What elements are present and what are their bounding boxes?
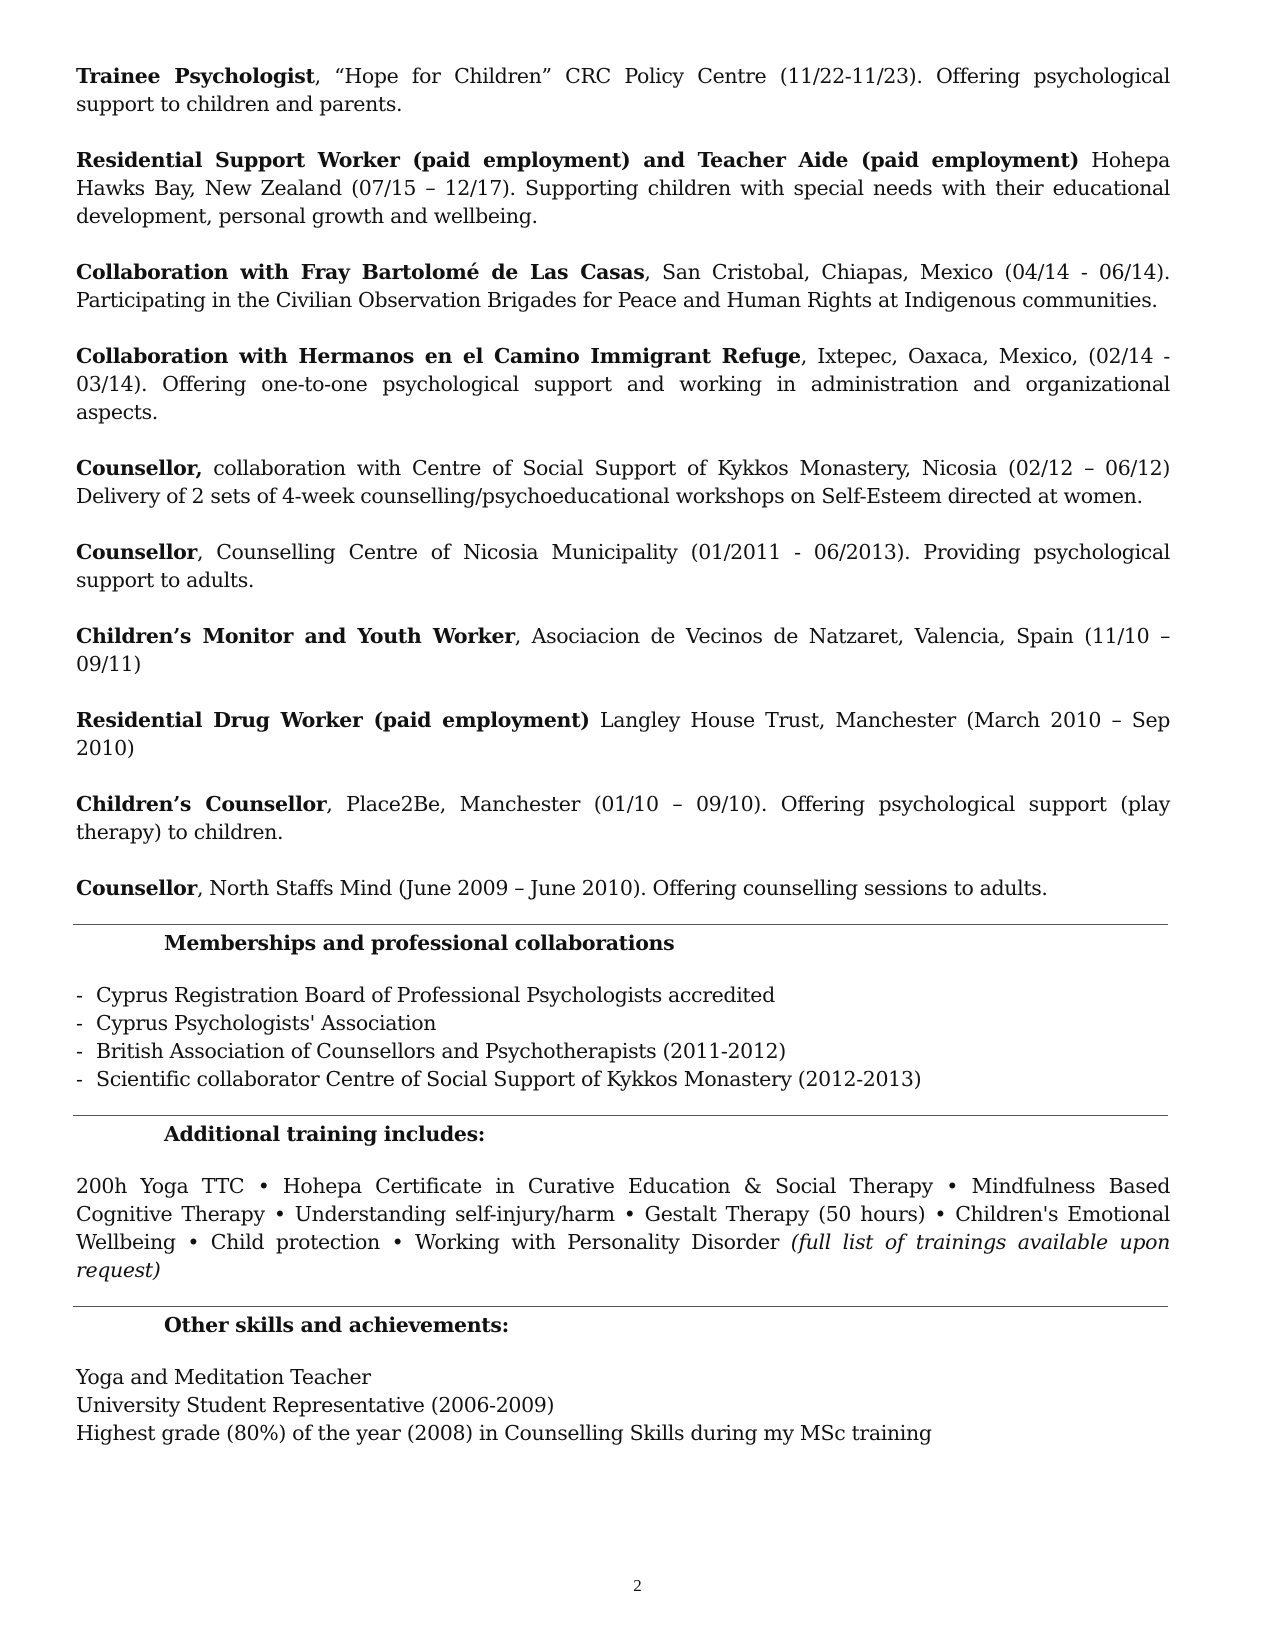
entry-detail: collaboration with Centre of Social Support of Kykkos Monastery, Nicosia (02/12 – 06/12) Delivery of 2 sets of 4-week counselling/psychoeducational workshops on Self-Esteem directed at women. bbox=[76, 456, 1170, 508]
entry-detail: , Place2Be, Manchester (01/10 – 09/10). Offering psychological support (play therapy) to children. bbox=[76, 792, 1170, 844]
section-divider bbox=[73, 924, 1168, 925]
list-item bbox=[76, 1037, 1170, 1065]
entry-title: Children’s Counsellor bbox=[76, 792, 327, 816]
experience-entry bbox=[76, 538, 1170, 594]
entry-detail: , “Hope for Children” CRC Policy Centre (11/22-11/23). Offering psychological support to children and parents. bbox=[76, 64, 1170, 116]
memberships-heading: Memberships and professional collaborations bbox=[164, 931, 675, 955]
section-divider bbox=[73, 1115, 1168, 1116]
experience-entry bbox=[76, 146, 1170, 230]
entry-detail: Hohepa Hawks Bay, New Zealand (07/15 – 12/17). Supporting children with special needs with their educational development, personal growth and wellbeing. bbox=[76, 148, 1170, 228]
experience-entry bbox=[76, 790, 1170, 846]
list-item bbox=[76, 1065, 1170, 1093]
list-item: Highest grade (80%) of the year (2008) in Counselling Skills during my MSc training bbox=[76, 1421, 932, 1445]
bullet-dash: - bbox=[76, 1067, 83, 1091]
entry-title: Collaboration with Fray Bartolomé de Las Casas bbox=[76, 260, 645, 284]
skills-list bbox=[76, 1363, 1170, 1447]
bullet-dash: - bbox=[76, 983, 83, 1007]
entry-title: Counsellor, bbox=[76, 456, 203, 480]
skills-heading: Other skills and achievements: bbox=[164, 1313, 509, 1337]
list-item-text: Scientific collaborator Centre of Social Support of Kykkos Monastery (2012-2013) bbox=[96, 1067, 922, 1091]
entry-title: Children’s Monitor and Youth Worker bbox=[76, 624, 515, 648]
training-text: 200h Yoga TTC • Hohepa Certificate in Curative Education & Social Therapy • Mindfulness Based Cognitive Therapy • Understanding self-injury/harm • Gestalt Therapy (50 hours) • Children's Emotional Wellbeing • Child protection • Working with Personality Disorder bbox=[76, 1174, 1170, 1254]
entry-title: Residential Drug Worker (paid employment) bbox=[76, 708, 590, 732]
experience-entry bbox=[76, 454, 1170, 510]
list-item-text: Cyprus Registration Board of Professional Psychologists accredited bbox=[96, 983, 775, 1007]
list-item-text: Cyprus Psychologists' Association bbox=[96, 1011, 437, 1035]
entry-title: Counsellor bbox=[76, 540, 197, 564]
list-item bbox=[76, 1009, 1170, 1037]
page-number: 2 bbox=[633, 1576, 642, 1595]
entry-detail: , North Staffs Mind (June 2009 – June 2010). Offering counselling sessions to adults. bbox=[196, 876, 1048, 900]
page-content bbox=[76, 62, 1170, 1447]
list-item bbox=[76, 981, 1170, 1009]
experience-entry bbox=[76, 874, 1170, 902]
entry-detail: , San Cristobal, Chiapas, Mexico (04/14 - 06/14). Participating in the Civilian Observation Brigades for Peace and Human Rights at Indigenous communities. bbox=[76, 260, 1170, 312]
entry-detail: , Ixtepec, Oaxaca, Mexico, (02/14 - 03/14). Offering one-to-one psychological support and working in administration and organizational aspects. bbox=[76, 344, 1171, 424]
experience-entry bbox=[76, 706, 1170, 762]
training-heading: Additional training includes: bbox=[164, 1122, 486, 1146]
entry-detail: , Asociacion de Vecinos de Natzaret, Valencia, Spain (11/10 – 09/11) bbox=[76, 624, 1170, 676]
list-item: University Student Representative (2006-2009) bbox=[76, 1393, 555, 1417]
experience-entry bbox=[76, 258, 1170, 314]
bullet-dash: - bbox=[76, 1011, 83, 1035]
entry-detail: Langley House Trust, Manchester (March 2010 – Sep 2010) bbox=[76, 708, 1171, 760]
entry-title: Trainee Psychologist bbox=[76, 64, 315, 88]
memberships-list bbox=[76, 981, 1170, 1093]
list-item-text: British Association of Counsellors and Psychotherapists (2011-2012) bbox=[96, 1039, 786, 1063]
bullet-dash: - bbox=[76, 1039, 83, 1063]
training-paragraph bbox=[76, 1172, 1170, 1284]
experience-entry bbox=[76, 622, 1170, 678]
entry-detail: , Counselling Centre of Nicosia Municipality (01/2011 - 06/2013). Providing psychological support to adults. bbox=[76, 540, 1170, 592]
experience-entry bbox=[76, 62, 1170, 118]
entry-title: Counsellor bbox=[76, 876, 197, 900]
entry-title: Collaboration with Hermanos en el Camino Immigrant Refuge bbox=[76, 344, 801, 368]
training-note: (full list of trainings available upon request) bbox=[76, 1230, 1170, 1282]
list-item: Yoga and Meditation Teacher bbox=[76, 1365, 371, 1389]
section-divider bbox=[73, 1306, 1168, 1307]
experience-entry bbox=[76, 342, 1170, 426]
entry-title: Residential Support Worker (paid employment) and Teacher Aide (paid employment) bbox=[76, 148, 1079, 172]
